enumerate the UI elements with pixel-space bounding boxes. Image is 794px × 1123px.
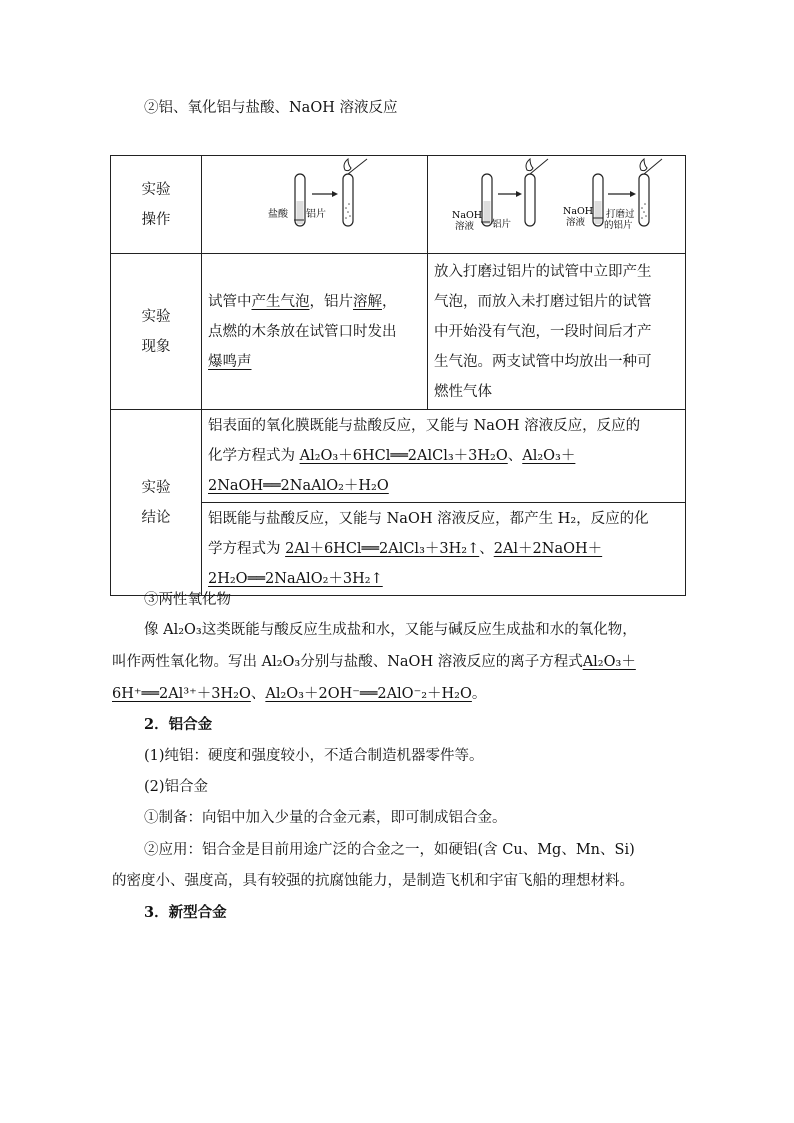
head-text: 实验 — [141, 308, 171, 325]
head-text: 现象 — [141, 338, 171, 355]
row-head-conclusion — [111, 410, 202, 596]
operation-diagram-naoh — [428, 156, 686, 254]
experiment-table — [110, 155, 686, 596]
phenomenon-right-line: 气泡，而放入未打磨过铝片的试管 — [434, 293, 652, 310]
row-head-phenomenon — [111, 254, 202, 410]
label-polished-1: 打磨过 — [606, 209, 635, 220]
head-text: 操作 — [141, 211, 171, 228]
intro-line: ②铝、氧化铝与盐酸、NaOH 溶液反应 — [144, 100, 398, 116]
phenomenon-right-line: 燃性气体 — [434, 383, 492, 400]
label-al-sheet: 铝片 — [306, 209, 326, 220]
head-text: 实验 — [141, 181, 171, 198]
conclusion-al-line3: 2H₂O══2NaAlO₂＋3H₂↑ — [208, 571, 383, 587]
conclusion-al-line1: 铝既能与盐酸反应，又能与 NaOH 溶液反应，都产生 H₂，反应的化 — [208, 511, 649, 527]
preparation-line: ①制备：向铝中加入少量的合金元素，即可制成铝合金。 — [144, 810, 507, 826]
phenomenon-right-line: 生气泡。两支试管中均放出一种可 — [434, 353, 652, 370]
conclusion-oxide-line3: 2NaOH══2NaAlO₂＋H₂O — [208, 478, 389, 494]
phenomenon-left-line3: 爆鸣声 — [208, 353, 252, 370]
conclusion-oxide-line2: 化学方程式为 Al₂O₃＋6HCl══2AlCl₃＋3H₂O、Al₂O₃＋ — [208, 448, 576, 464]
row-head-operation — [111, 156, 202, 254]
row-phenomenon — [111, 254, 686, 410]
al-alloy-subtitle: (2)铝合金 — [144, 779, 209, 795]
label-solution-2: 溶液 — [566, 217, 586, 228]
conclusion-oxide-line1: 铝表面的氧化膜既能与盐酸反应，又能与 NaOH 溶液反应，反应的 — [208, 418, 641, 434]
operation-diagram-hcl — [202, 156, 428, 254]
phenomenon-right-line: 中开始没有气泡，一段时间后才产 — [434, 323, 652, 340]
head-text: 结论 — [141, 509, 171, 526]
phenomenon-left — [202, 254, 428, 410]
application-line2: 的密度小、强度高，具有较强的抗腐蚀能力，是制造飞机和宇宙飞船的理想材料。 — [112, 873, 634, 889]
phenomenon-left-line1: 试管中产生气泡，铝片溶解， — [208, 293, 397, 310]
test-tube-diagram-hcl — [202, 156, 428, 242]
label-naoh-2: NaOH — [563, 206, 594, 217]
conclusion-oxide — [202, 410, 686, 503]
pure-al-line: (1)纯铝：硬度和强度较小，不适合制造机器零件等。 — [144, 748, 484, 764]
row-conclusion-a — [111, 410, 686, 503]
test-tube-diagram-naoh — [428, 156, 686, 242]
amphoteric-title: ③两性氧化物 — [144, 592, 231, 608]
label-al-sheet-2: 铝片 — [492, 219, 512, 230]
label-naoh-1: NaOH — [452, 210, 483, 221]
head-text: 实验 — [141, 479, 171, 496]
application-line1: ②应用：铝合金是目前用途广泛的合金之一，如硬铝(含 Cu、Mg、Mn、Si) — [144, 842, 635, 858]
section-2-title: 2．铝合金 — [144, 716, 213, 733]
conclusion-al — [202, 503, 686, 596]
conclusion-al-line2: 学方程式为 2Al＋6HCl══2AlCl₃＋3H₂↑、2Al＋2NaOH＋ — [208, 541, 603, 557]
label-hcl: 盐酸 — [268, 209, 288, 220]
section-3-title: 3．新型合金 — [144, 904, 227, 921]
label-solution-1: 溶液 — [455, 221, 475, 232]
label-polished-2: 的铝片 — [604, 220, 633, 231]
amphoteric-line1: 像 Al₂O₃这类既能与酸反应生成盐和水，又能与碱反应生成盐和水的氧化物， — [144, 622, 637, 638]
amphoteric-line3: 6H⁺══2Al³⁺＋3H₂O、Al₂O₃＋2OH⁻══2AlO⁻₂＋H₂O。 — [112, 686, 487, 702]
phenomenon-left-line2: 点燃的木条放在试管口时发出 — [208, 323, 397, 340]
amphoteric-line2: 叫作两性氧化物。写出 Al₂O₃分别与盐酸、NaOH 溶液反应的离子方程式Al₂O₃＋ — [112, 654, 636, 670]
row-operation — [111, 156, 686, 254]
phenomenon-right — [428, 254, 686, 410]
phenomenon-right-line: 放入打磨过铝片的试管中立即产生 — [434, 263, 652, 280]
